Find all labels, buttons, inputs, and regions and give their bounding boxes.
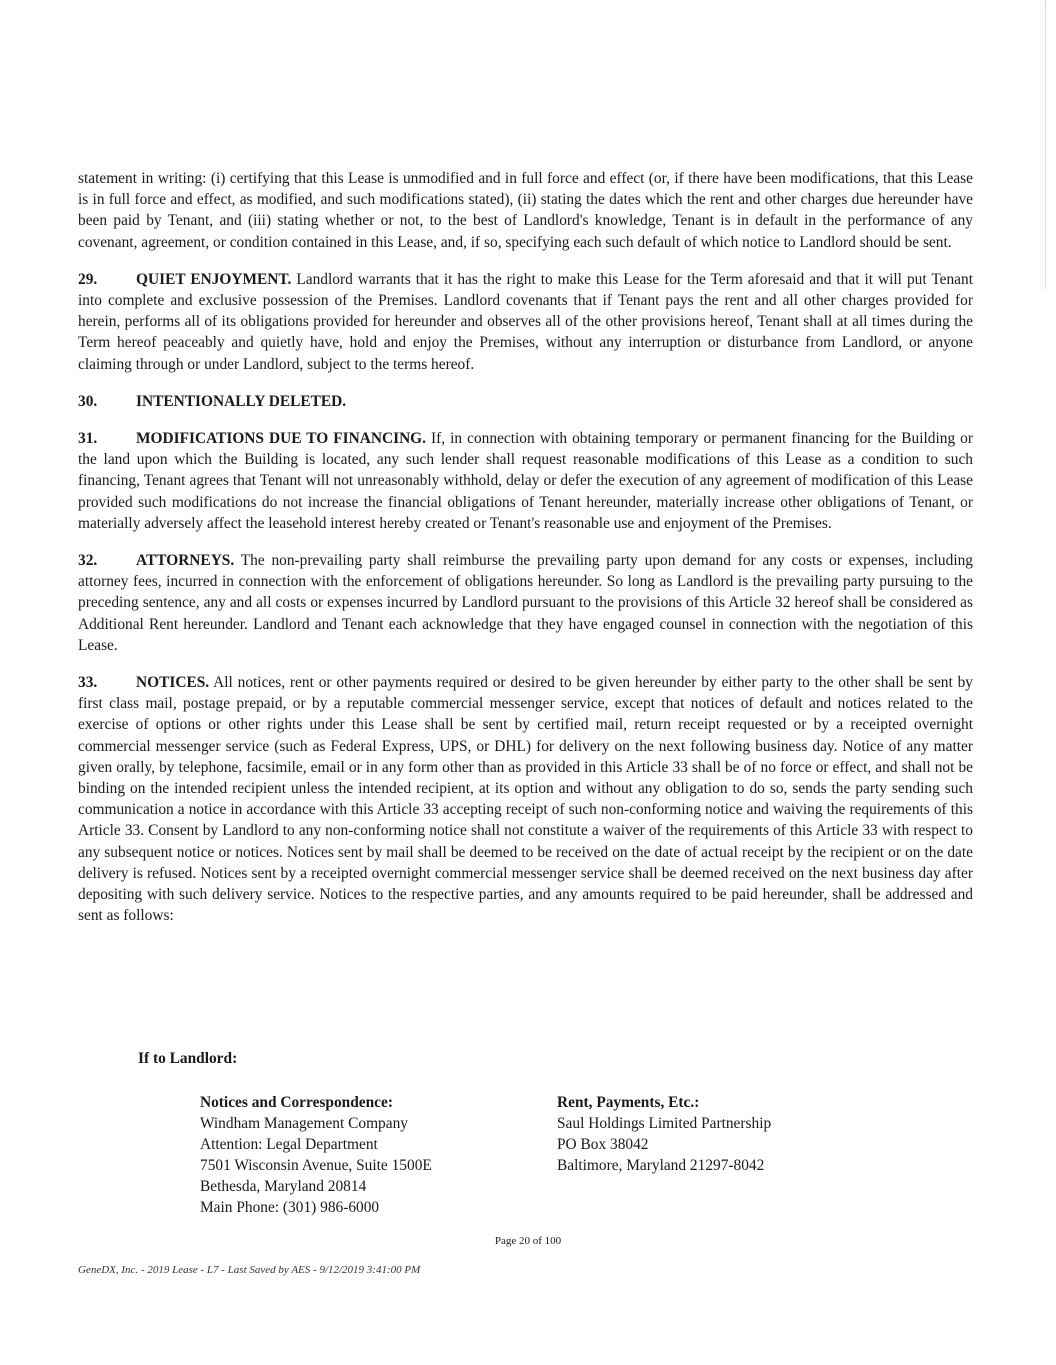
lease-body (78, 168, 973, 943)
address-line: Windham Management Company (200, 1115, 408, 1132)
rent-address-block (557, 1092, 771, 1176)
section-number: 29. (78, 270, 98, 288)
section-number: 32. (78, 552, 98, 570)
address-line: Attention: Legal Department (200, 1136, 378, 1153)
phone-line: Main Phone: (301) 986-6000 (200, 1199, 380, 1216)
section-title: NOTICES. (136, 674, 210, 692)
section-text: If, in connection with obtaining temporary or permanent financing for the Building or the land upon which the Building is located, any such lender shall request reasonable modifications of this Lease as a condition to such financing, Tenant agrees that Tenant will not unreasonably withhold, delay or defer the execution of any agreement of modification of this Lease provided such modifications do not increase the financial obligations of Tenant hereunder, materially increase other obligations of Tenant, or materially adversely affect the leasehold interest hereby created or Tenant's reasonable use and enjoyment of the Premises. (78, 430, 973, 532)
address-line: Bethesda, Maryland 20814 (200, 1178, 367, 1195)
landlord-heading: If to Landlord: (138, 1050, 238, 1067)
page-number: Page 20 of 100 (494, 1235, 562, 1247)
address-line: Saul Holdings Limited Partnership (557, 1115, 772, 1132)
intro-paragraph: statement in writing: (i) certifying that this Lease is unmodified and in full force and effect (or, if there have been modifications, that this Lease is in full force and effect, as modified, and such modifications stated), (ii) stating the dates which the rent and other charges due hereunder have been paid by Tenant, and (iii) stating whether or not, to the best of Landlord's knowledge, Tenant is in default in the performance of any covenant, agreement, or condition contained in this Lease, and, if so, specifying each such default of which notice to Landlord should be sent. (78, 170, 973, 251)
section-33 (78, 672, 973, 926)
rent-heading: Rent, Payments, Etc.: (557, 1094, 700, 1111)
section-title: MODIFICATIONS DUE TO FINANCING. (136, 430, 426, 448)
notices-heading: Notices and Correspondence: (200, 1094, 393, 1111)
section-title: ATTORNEYS. (136, 552, 235, 570)
section-number: 31. (78, 430, 98, 448)
document-footer-note: GeneDX, Inc. - 2019 Lease - L7 - Last Saved by AES - 9/12/2019 3:41:00 PM (78, 1264, 421, 1276)
section-text: Landlord warrants that it has the right to make this Lease for the Term aforesaid and that it will put Tenant into complete and exclusive possession of the Premises. Landlord covenants that if Tenant pays the rent and all other charges provided for herein, performs all of its obligations provided for hereunder and observes all of the other provisions hereof, Tenant shall at all times during the Term hereof peaceably and quietly have, hold and enjoy the Premises, without any interruption or disturbance from Landlord, or anyone claiming through or under Landlord, subject to the terms hereof. (78, 270, 973, 373)
section-number: 30. (78, 392, 98, 410)
section-number: 33. (78, 674, 98, 692)
section-29 (78, 269, 973, 375)
section-text: All notices, rent or other payments required or desired to be given hereunder by either party to the other shall be sent by first class mail, postage prepaid, or by a reputable commercial messenger service, except that notices of default and notices related to the exercise of options or other rights under this Lease shall be sent by certified mail, return receipt requested or by a receipted overnight commercial messenger service (such as Federal Express, UPS, or DHL) for delivery on the next following business day. Notice of any matter given orally, by telephone, facsimile, email or in any form other than as provided in this Article 33 shall be of no force or effect, and shall not be binding on the intended recipient unless the intended recipient, at its option and without any obligation to do so, sends the party sending such communication a notice in accordance with this Article 33 accepting receipt of such non-conforming notice and waiving the requirements of this Article 33. Consent by Landlord to any non-conforming notice shall not constitute a waiver of the requirements of this Article 33 with respect to any subsequent notice or notices. Notices sent by mail shall be deemed to be received on the date of actual receipt by the recipient or on the date delivery is refused. Notices sent by a receipted overnight commercial messenger service shall be deemed received on the next business day after depositing with such delivery service. Notices to the respective parties, and any amounts required to be paid hereunder, shall be addressed and sent as follows: (78, 674, 974, 925)
address-line: Baltimore, Maryland 21297-8042 (557, 1157, 765, 1174)
address-line: 7501 Wisconsin Avenue, Suite 1500E (200, 1157, 432, 1174)
notices-address-block (200, 1092, 432, 1218)
margin-scan-marks (1042, 0, 1046, 290)
section-31 (78, 428, 973, 534)
address-line: PO Box 38042 (557, 1136, 649, 1153)
section-text: The non-prevailing party shall reimburse the prevailing party upon demand for any costs or expenses, including attorney fees, incurred in connection with the enforcement of obligations hereunder. So long as Landlord is the prevailing party pursuing to the preceding sentence, any and all costs or expenses incurred by Landlord pursuant to the provisions of this Article 32 hereof shall be considered as Additional Rent hereunder. Landlord and Tenant each acknowledge that they have engaged counsel in connection with the negotiation of this Lease. (78, 552, 973, 654)
section-30 (78, 391, 973, 412)
section-title: QUIET ENJOYMENT. (136, 270, 292, 288)
section-title: INTENTIONALLY DELETED. (136, 392, 347, 410)
section-32 (78, 550, 973, 656)
